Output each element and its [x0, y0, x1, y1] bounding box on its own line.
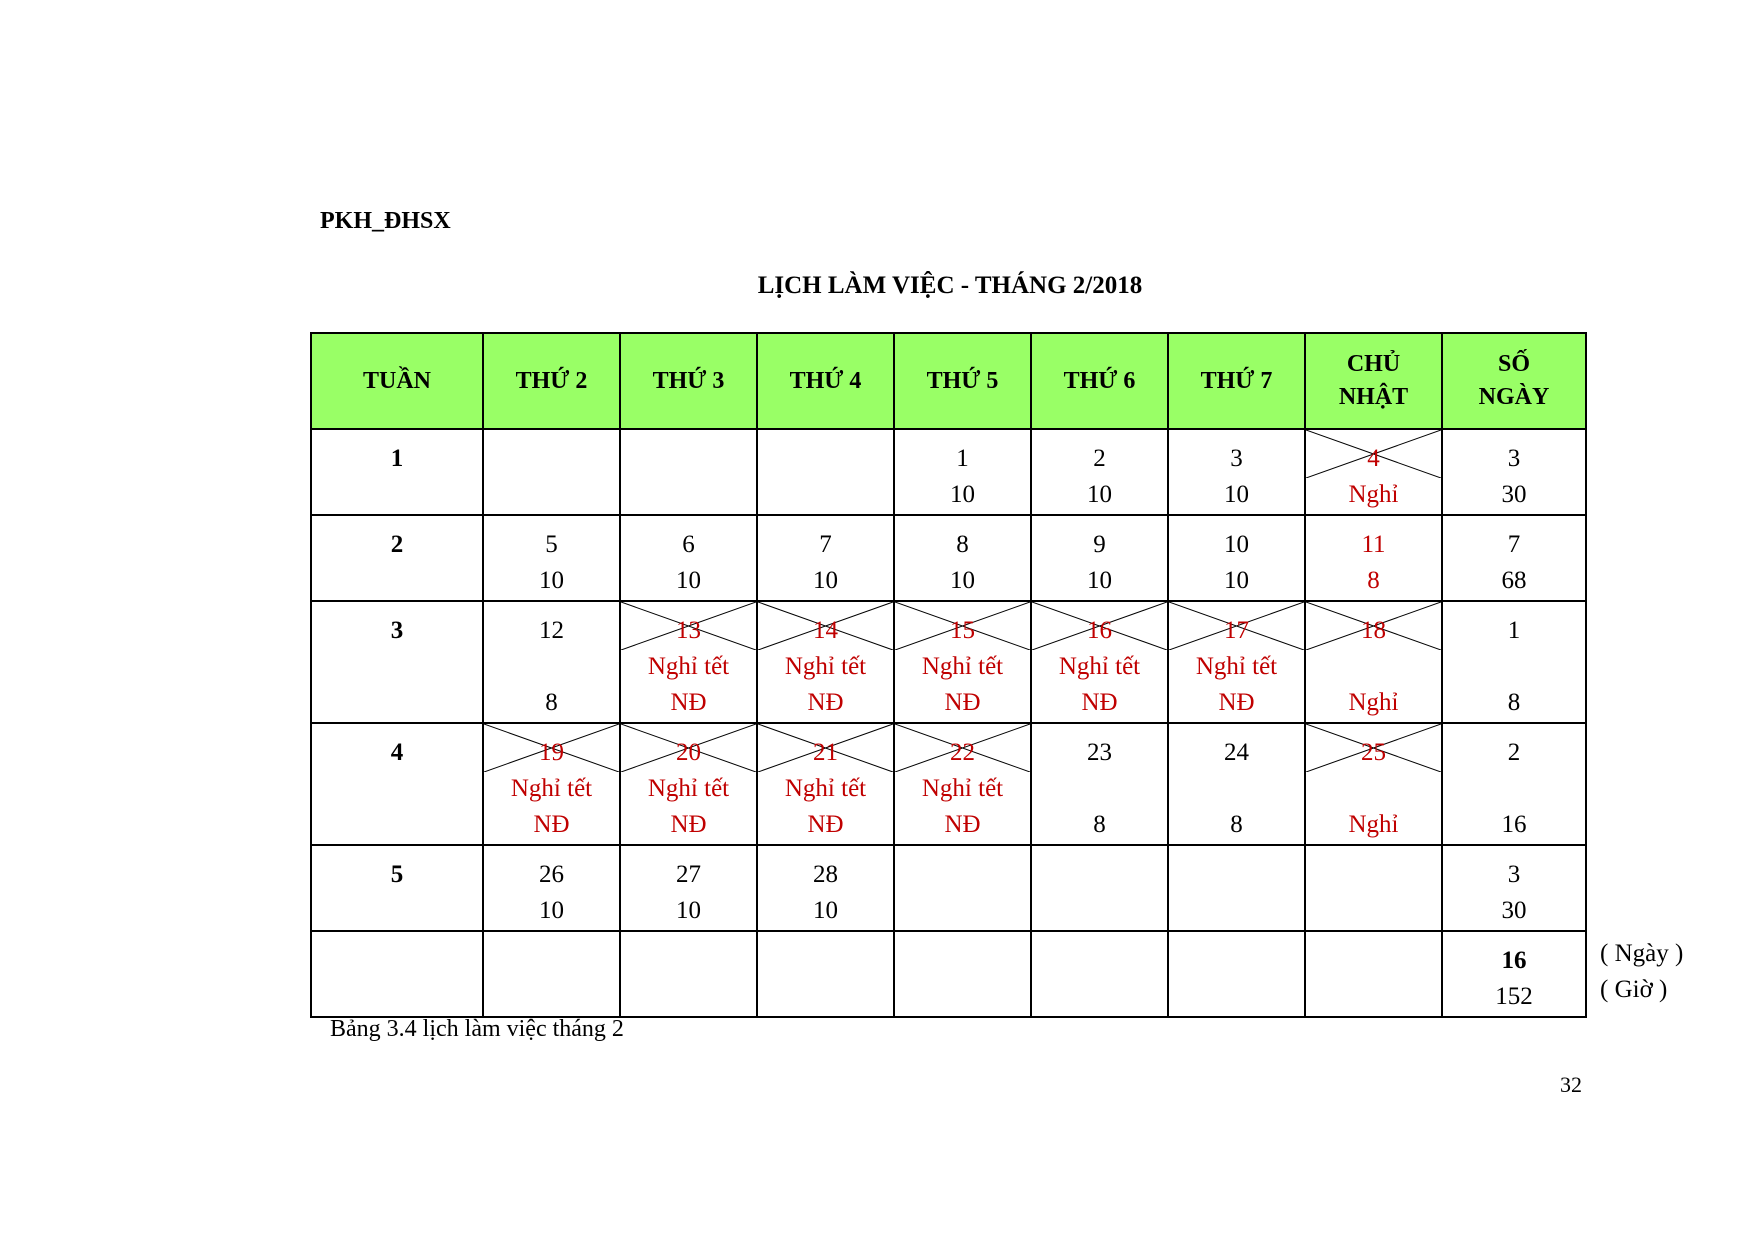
day-hours: 10 — [1087, 567, 1112, 594]
day-cell — [483, 723, 620, 845]
week-number: 3 — [390, 617, 404, 644]
day-date: 4 — [1367, 445, 1380, 472]
day-date: 20 — [676, 739, 701, 766]
day-hours: 8 — [1093, 811, 1106, 838]
week-days-count: 1 — [1507, 617, 1521, 644]
day-hours: 10 — [539, 897, 564, 924]
week-hours-total: 30 — [1501, 897, 1527, 924]
day-cell — [1305, 429, 1442, 515]
day-date: 28 — [813, 861, 838, 888]
day-cell — [894, 723, 1031, 845]
day-hours: 8 — [545, 689, 558, 716]
day-date: 1 — [956, 445, 969, 472]
week-summary-cell — [1442, 601, 1586, 723]
week-hours-total: 8 — [1507, 689, 1521, 716]
day-hours: 8 — [1367, 567, 1380, 594]
header-fri: THỨ 6 — [1031, 333, 1168, 429]
week-number-cell — [311, 515, 483, 601]
day-cell — [620, 429, 757, 515]
day-note-secondary: NĐ — [944, 689, 981, 716]
day-cell — [894, 429, 1031, 515]
total-summary-cell — [1442, 931, 1586, 1017]
day-cell — [483, 845, 620, 931]
days-unit: ( Ngày ) — [1600, 940, 1684, 967]
total-hours: 152 — [1495, 983, 1533, 1010]
day-cell — [1305, 601, 1442, 723]
day-date: 13 — [676, 617, 701, 644]
day-note-secondary: NĐ — [1081, 689, 1118, 716]
day-note: Nghỉ tết — [921, 775, 1004, 802]
department-label: PKH_ĐHSX — [320, 208, 451, 234]
day-cell — [483, 515, 620, 601]
day-cell — [1305, 723, 1442, 845]
week-number: 1 — [390, 445, 404, 472]
week-number-cell — [311, 723, 483, 845]
day-date: 19 — [539, 739, 564, 766]
header-days: SỐ NGÀY — [1442, 333, 1586, 429]
day-note-secondary: NĐ — [807, 811, 844, 838]
week-days-count: 3 — [1507, 861, 1521, 888]
day-date: 9 — [1093, 531, 1106, 558]
day-note-secondary: NĐ — [533, 811, 570, 838]
week-number: 2 — [390, 531, 404, 558]
day-hours: 10 — [539, 567, 564, 594]
day-cell — [1168, 723, 1305, 845]
week-number-cell — [311, 845, 483, 931]
day-hours: 10 — [1224, 567, 1249, 594]
day-hours: 8 — [1230, 811, 1243, 838]
day-note-secondary: NĐ — [670, 811, 707, 838]
day-cell — [1031, 429, 1168, 515]
day-cell — [620, 601, 757, 723]
page-number: 32 — [1560, 1072, 1582, 1097]
day-date: 23 — [1087, 739, 1112, 766]
day-cell — [620, 723, 757, 845]
day-hours: 10 — [813, 567, 838, 594]
total-empty-cell — [894, 931, 1031, 1017]
week-summary-cell — [1442, 845, 1586, 931]
day-note-secondary: NĐ — [807, 689, 844, 716]
week-number: 4 — [390, 739, 404, 766]
total-row — [311, 931, 1586, 1017]
header-mon: THỨ 2 — [483, 333, 620, 429]
day-cell — [1168, 515, 1305, 601]
total-empty-cell — [620, 931, 757, 1017]
week-summary-cell — [1442, 723, 1586, 845]
day-note-secondary: Nghỉ — [1348, 811, 1399, 838]
week-number: 5 — [390, 861, 404, 888]
day-note-secondary: NĐ — [944, 811, 981, 838]
day-date: 21 — [813, 739, 838, 766]
total-empty-cell — [483, 931, 620, 1017]
week-hours-total: 68 — [1501, 567, 1527, 594]
week-row — [311, 429, 1586, 515]
total-empty-cell — [1168, 931, 1305, 1017]
total-days: 16 — [1501, 947, 1527, 974]
day-date: 7 — [819, 531, 832, 558]
day-cell — [894, 845, 1031, 931]
header-wed: THỨ 4 — [757, 333, 894, 429]
week-row — [311, 601, 1586, 723]
day-cell — [1031, 601, 1168, 723]
total-empty-cell — [1031, 931, 1168, 1017]
day-cell — [1031, 515, 1168, 601]
day-note: Nghỉ — [1348, 481, 1399, 508]
day-hours: 10 — [1087, 481, 1112, 508]
day-date: 17 — [1224, 617, 1249, 644]
week-summary-cell — [1442, 515, 1586, 601]
day-cell — [483, 601, 620, 723]
day-note: Nghỉ tết — [921, 653, 1004, 680]
day-hours: 10 — [676, 567, 701, 594]
day-cell — [1305, 845, 1442, 931]
table-caption: Bảng 3.4 lịch làm việc tháng 2 — [330, 1016, 624, 1042]
day-cell — [757, 601, 894, 723]
day-cell — [1168, 429, 1305, 515]
header-thu: THỨ 5 — [894, 333, 1031, 429]
day-date: 10 — [1224, 531, 1249, 558]
day-hours: 10 — [950, 481, 975, 508]
total-empty-cell — [1305, 931, 1442, 1017]
day-hours: 10 — [676, 897, 701, 924]
day-cell — [1168, 601, 1305, 723]
week-row — [311, 723, 1586, 845]
week-days-count: 3 — [1507, 445, 1521, 472]
day-date: 25 — [1361, 739, 1386, 766]
day-cell — [1031, 845, 1168, 931]
day-cell — [483, 429, 620, 515]
day-date: 6 — [682, 531, 695, 558]
day-note: Nghỉ tết — [1195, 653, 1278, 680]
day-date: 16 — [1087, 617, 1112, 644]
day-cell — [1305, 515, 1442, 601]
day-date: 27 — [676, 861, 701, 888]
day-cell — [757, 515, 894, 601]
week-hours-total: 16 — [1501, 811, 1527, 838]
week-summary-cell — [1442, 429, 1586, 515]
day-cell — [1168, 845, 1305, 931]
day-date: 18 — [1361, 617, 1386, 644]
day-note: Nghỉ tết — [1058, 653, 1141, 680]
day-date: 3 — [1230, 445, 1243, 472]
header-tue: THỨ 3 — [620, 333, 757, 429]
day-note: Nghỉ tết — [647, 653, 730, 680]
week-row — [311, 845, 1586, 931]
week-days-count: 2 — [1507, 739, 1521, 766]
day-note-secondary: Nghỉ — [1348, 689, 1399, 716]
day-cell — [757, 429, 894, 515]
day-date: 14 — [813, 617, 838, 644]
total-week-cell — [311, 931, 483, 1017]
day-note-secondary: NĐ — [1218, 689, 1255, 716]
day-note-secondary: NĐ — [670, 689, 707, 716]
day-cell — [620, 515, 757, 601]
header-sat: THỨ 7 — [1168, 333, 1305, 429]
day-date: 24 — [1224, 739, 1249, 766]
day-cell — [757, 845, 894, 931]
day-date: 15 — [950, 617, 975, 644]
day-cell — [757, 723, 894, 845]
day-hours: 10 — [1224, 481, 1249, 508]
day-date: 5 — [545, 531, 558, 558]
week-number-cell — [311, 429, 483, 515]
day-cell — [894, 515, 1031, 601]
day-date: 8 — [956, 531, 969, 558]
day-date: 26 — [539, 861, 564, 888]
day-cell — [1031, 723, 1168, 845]
day-note: Nghỉ tết — [784, 653, 867, 680]
day-date: 2 — [1093, 445, 1106, 472]
week-days-count: 7 — [1507, 531, 1521, 558]
day-cell — [894, 601, 1031, 723]
day-cell — [620, 845, 757, 931]
work-calendar-table — [310, 332, 1587, 1018]
week-row — [311, 515, 1586, 601]
header-week: TUẦN — [311, 333, 483, 429]
day-note: Nghỉ tết — [784, 775, 867, 802]
total-empty-cell — [757, 931, 894, 1017]
hours-unit: ( Giờ ) — [1600, 976, 1668, 1003]
day-date: 22 — [950, 739, 975, 766]
week-number-cell — [311, 601, 483, 723]
day-note: Nghỉ tết — [647, 775, 730, 802]
day-note: Nghỉ tết — [510, 775, 593, 802]
day-hours: 10 — [813, 897, 838, 924]
page-title: LỊCH LÀM VIỆC - THÁNG 2/2018 — [757, 272, 1143, 299]
week-hours-total: 30 — [1501, 481, 1527, 508]
header-row — [311, 333, 1586, 429]
day-date: 11 — [1361, 531, 1386, 558]
header-sun: CHỦ NHẬT — [1305, 333, 1442, 429]
day-date: 12 — [539, 617, 564, 644]
day-hours: 10 — [950, 567, 975, 594]
